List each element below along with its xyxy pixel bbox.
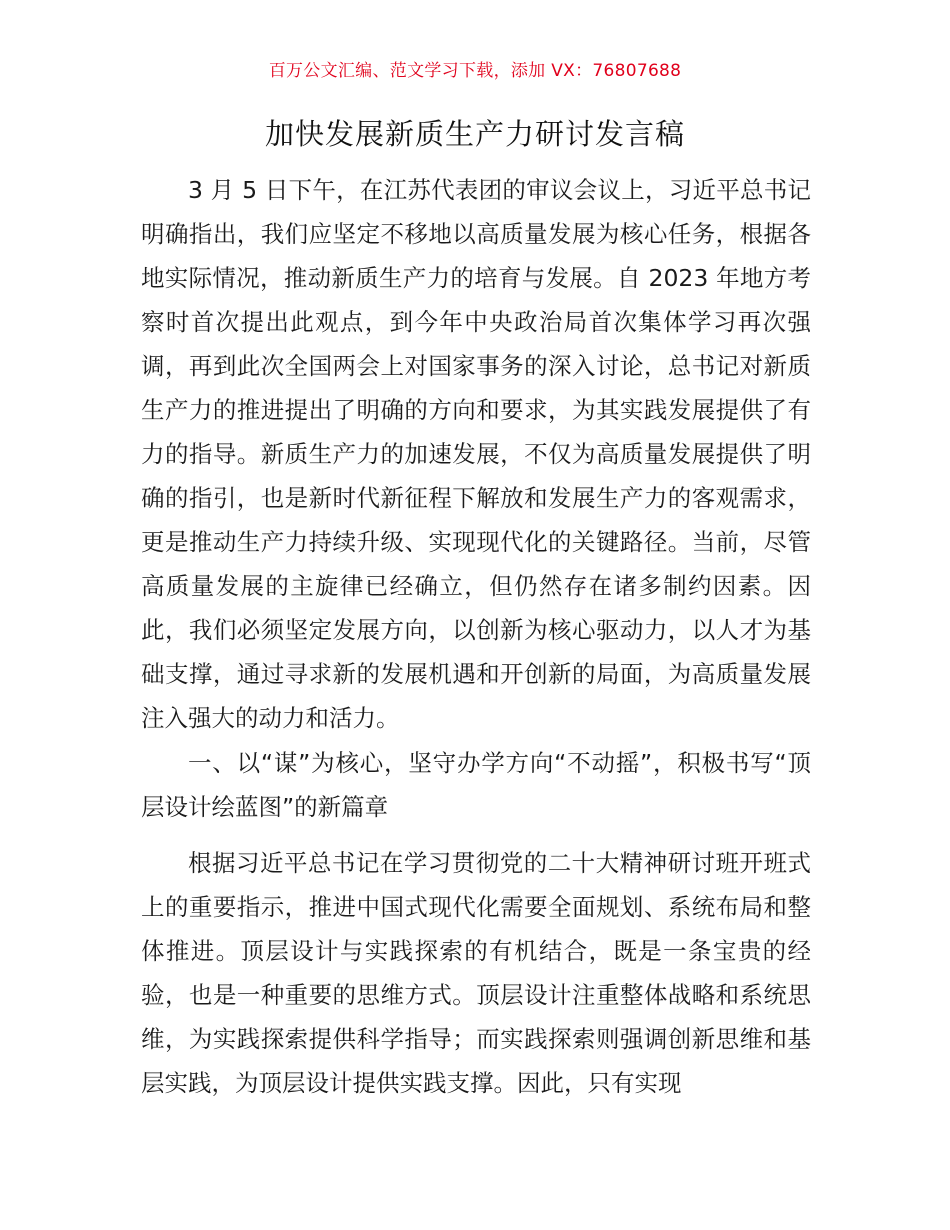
page-title: 加快发展新质生产力研讨发言稿 — [264, 117, 685, 151]
body-paragraph-section-1: 根据习近平总书记在学习贯彻党的二十大精神研讨班开班式上的重要指示，推进中国式现代化需要全面规划、系统布局和整体推进。顶层设计与实践探索的有机结合，既是一条宝贵的经验，也是一种重要的思维方式。顶层设计注重整体战略和系统思维，为实践探索提供科学指导；而实践探索则强调创新思维和基层实践，为顶层设计提供实践支撑。因此，只有实现 — [141, 849, 811, 1097]
watermark-header: 百万公文汇编、范文学习下载，添加 VX：76807688 — [268, 61, 682, 81]
section-heading-1: 一、以“谋”为核心，坚守办学方向“不动摇”，积极书写“顶层设计绘蓝图”的新篇章 — [141, 749, 811, 821]
body-paragraph-intro: 3 月 5 日下午，在江苏代表团的审议会议上，习近平总书记明确指出，我们应坚定不移地以高质量发展为核心任务，根据各地实际情况，推动新质生产力的培育与发展。自 2023 年地方考察时首次提出此观点，到今年中央政治局首次集体学习再次强调，再到此次全国两会上对国家事务的深入讨论，总书记对新质生产力的推进提出了明确的方向和要求，为其实践发展提供了有力的指导。新质生产力的加速发展，不仅为高质量发展提供了明确的指引，也是新时代新征程下解放和发展生产力的客观需求，更是推动生产力持续升级、实现现代化的关键路径。当前，尽管高质量发展的主旋律已经确立，但仍然存在诸多制约因素。因此，我们必须坚定发展方向，以创新为核心驱动力，以人才为基础支撑，通过寻求新的发展机遇和开创新的局面，为高质量发展注入强大的动力和活力。 — [141, 176, 811, 732]
